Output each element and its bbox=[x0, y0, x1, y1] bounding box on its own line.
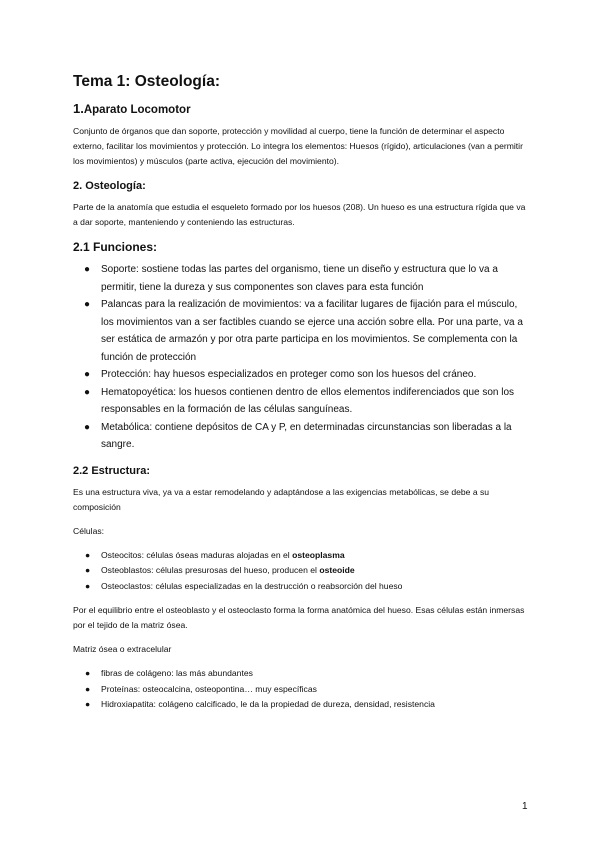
section-1-paragraph: Conjunto de órganos que dan soporte, protección y movilidad al cuerpo, tiene la función de determinar el aspecto externo, facilitar los movimientos y protección. Lo integra los elementos: Huesos (rígido), articulaciones (van a permitir los movimientos) y músculos (parte activa, ejecución del movimiento). bbox=[73, 126, 523, 166]
list-item: ● Soporte: sostiene todas las partes del organismo, tiene un diseño y estructura que lo va a permitir, tiene la dureza y sus componentes son claves para esta función bbox=[73, 261, 529, 296]
bullet-icon: ● bbox=[85, 549, 91, 560]
bullet-icon: ● bbox=[84, 369, 91, 380]
list-item: ● fibras de colágeno: las más abundantes bbox=[73, 666, 529, 682]
list-item: ● Metabólica: contiene depósitos de CA y P, en determinadas circunstancias son liberadas a la sangre. bbox=[73, 419, 529, 454]
section-2-paragraph: Parte de la anatomía que estudia el esqueleto formado por los huesos (208). Un hueso es una estructura rígida que va a dar soporte, manteniendo y conteniendo las estructuras. bbox=[73, 202, 526, 227]
page-title: Tema 1: Osteología: bbox=[73, 73, 220, 90]
page-number: 1 bbox=[522, 801, 528, 812]
list-item: ● Proteínas: osteocalcina, osteopontina… muy específicas bbox=[73, 682, 529, 698]
bullet-icon: ● bbox=[85, 699, 91, 709]
list-item: ● Protección: hay huesos especializados en proteger como son los huesos del cráneo. bbox=[73, 366, 529, 384]
bullet-icon: ● bbox=[84, 421, 91, 433]
page-content bbox=[73, 72, 529, 713]
cells-label: Células: bbox=[73, 525, 105, 536]
matrix-list bbox=[73, 666, 529, 713]
section-1-heading: 1.Aparato Locomotor bbox=[73, 101, 191, 116]
bullet-icon: ● bbox=[84, 386, 91, 398]
section-2-2-paragraph-2: Por el equilibrio entre el osteoblasto y el osteoclasto forma la forma anatómica del hueso. Esas células están inmersas por el tejido de la matriz ósea. bbox=[73, 605, 525, 630]
list-item: ● Hematopoyética: los huesos contienen dentro de ellos elementos indiferenciados que son los responsables en la formación de las células sanguíneas. bbox=[73, 384, 529, 419]
section-2-2-paragraph: Es una estructura viva, ya va a estar remodelando y adaptándose a las exigencias metabólicas, se debe a su composición bbox=[73, 486, 490, 512]
section-2-1-heading: 2.1 Funciones: bbox=[73, 240, 158, 254]
bullet-icon: ● bbox=[85, 683, 91, 694]
section-2-heading: 2. Osteología: bbox=[73, 180, 146, 192]
cells-list bbox=[73, 548, 529, 595]
matrix-label: Matriz ósea o extracelular bbox=[73, 644, 172, 654]
list-item: ● Palancas para la realización de movimientos: va a facilitar lugares de fijación para el músculo, los movimientos van a ser factibles cuando se ejerce una acción sobre ella. Por una parte, va a ser estática de armazón y por otra parte participa en los movimientos. Se complementa con la función de protección bbox=[73, 296, 529, 366]
bullet-icon: ● bbox=[84, 299, 91, 310]
list-item: ● Hidroxiapatita: colágeno calcificado, le da la propiedad de dureza, densidad, resistencia bbox=[73, 697, 529, 713]
list-item: ● Osteoblastos: células presurosas del hueso, producen el osteoide bbox=[73, 563, 529, 579]
functions-list bbox=[73, 261, 529, 454]
section-2-2-heading: 2.2 Estructura: bbox=[73, 464, 151, 477]
bullet-icon: ● bbox=[84, 264, 91, 275]
list-item: ● Osteoclastos: células especializadas en la destrucción o reabsorción del hueso bbox=[73, 579, 529, 595]
bullet-icon: ● bbox=[85, 565, 91, 575]
bullet-icon: ● bbox=[85, 580, 91, 591]
list-item: ● Osteocitos: células óseas maduras alojadas en el osteoplasma bbox=[73, 548, 529, 564]
bullet-icon: ● bbox=[85, 668, 91, 678]
